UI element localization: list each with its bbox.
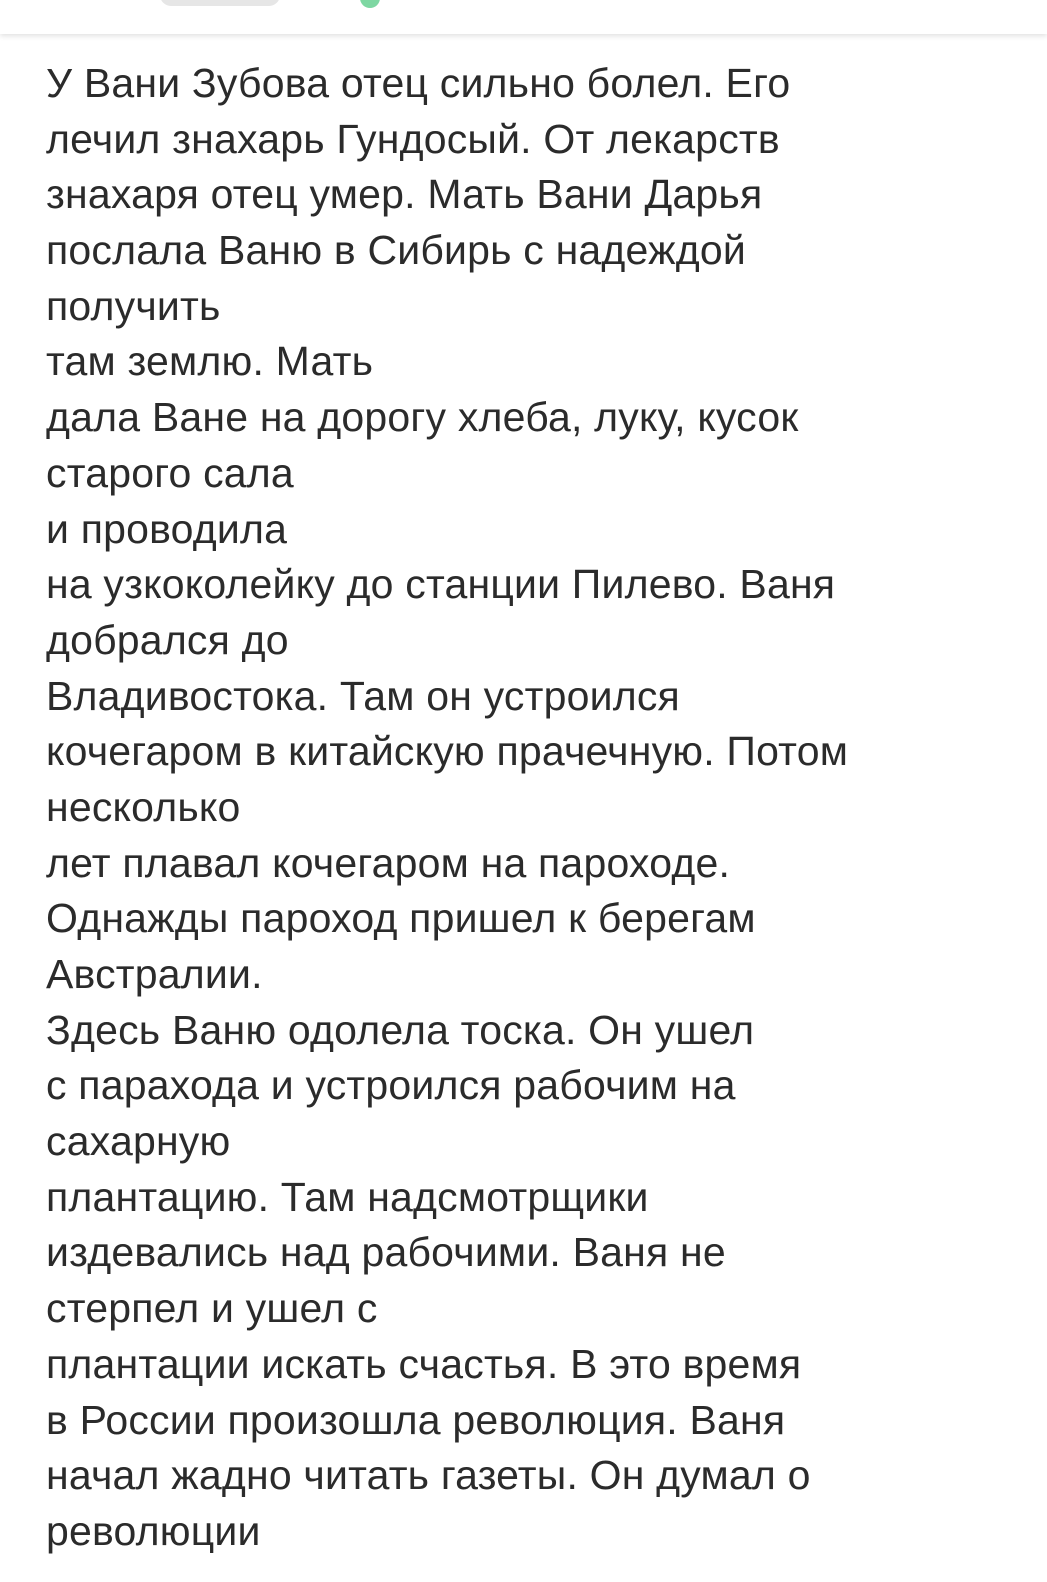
answer-line: и проводила [46,505,288,552]
answer-line: плантацию. Там надсмотрщики [46,1173,649,1220]
answer-line: У Вани Зубова отец сильно болел. Его [46,60,791,106]
answer-line: лечил знахарь Гундосый. От лекарств [46,115,780,162]
answer-line: несколько [46,783,241,830]
answer-line: там землю. Мать [46,338,374,385]
answer-text [46,56,1036,1582]
answer-line: революции [46,1507,261,1554]
answer-line: Однажды пароход пришел к берегам [46,895,756,942]
cropped-username [160,0,280,6]
answer-line: Владивостока. Там он устроился [46,672,680,719]
top-bar-remnant [0,0,1047,34]
answer-line: на узкоколейку до станции Пилево. Ваня [46,561,836,608]
answer-line: с парахода и устроился рабочим на [46,1062,736,1109]
answer-line: дала Ване на дорогу хлеба, луку, кусок [46,394,799,441]
answer-line: сахарную [46,1118,231,1165]
answer-line: в России произошла революция. Ваня [46,1396,786,1443]
answer-line: стерпел и ушел с [46,1285,378,1332]
answer-line: послала Ваню в Сибирь с надеждой [46,227,746,274]
answer-line: Австралии. [46,951,263,997]
answer-line: издевались над рабочими. Ваня не [46,1229,726,1276]
online-status-icon [360,0,380,8]
answer-line: начал жадно читать газеты. Он думал о [46,1452,811,1499]
answer-line: знахаря отец умер. Мать Вани Дарья [46,171,763,218]
answer-line: старого сала [46,449,294,496]
answer-line: лет плавал кочегаром на пароходе. [46,839,731,886]
answer-line: Здесь Ваню одолела тоска. Он ушел [46,1006,755,1053]
answer-line: получить [46,282,221,329]
answer-line: плантации искать счастья. В это время [46,1340,802,1387]
answer-line: добрался до [46,616,289,663]
answer-line: кочегаром в китайскую прачечную. Потом [46,728,849,775]
